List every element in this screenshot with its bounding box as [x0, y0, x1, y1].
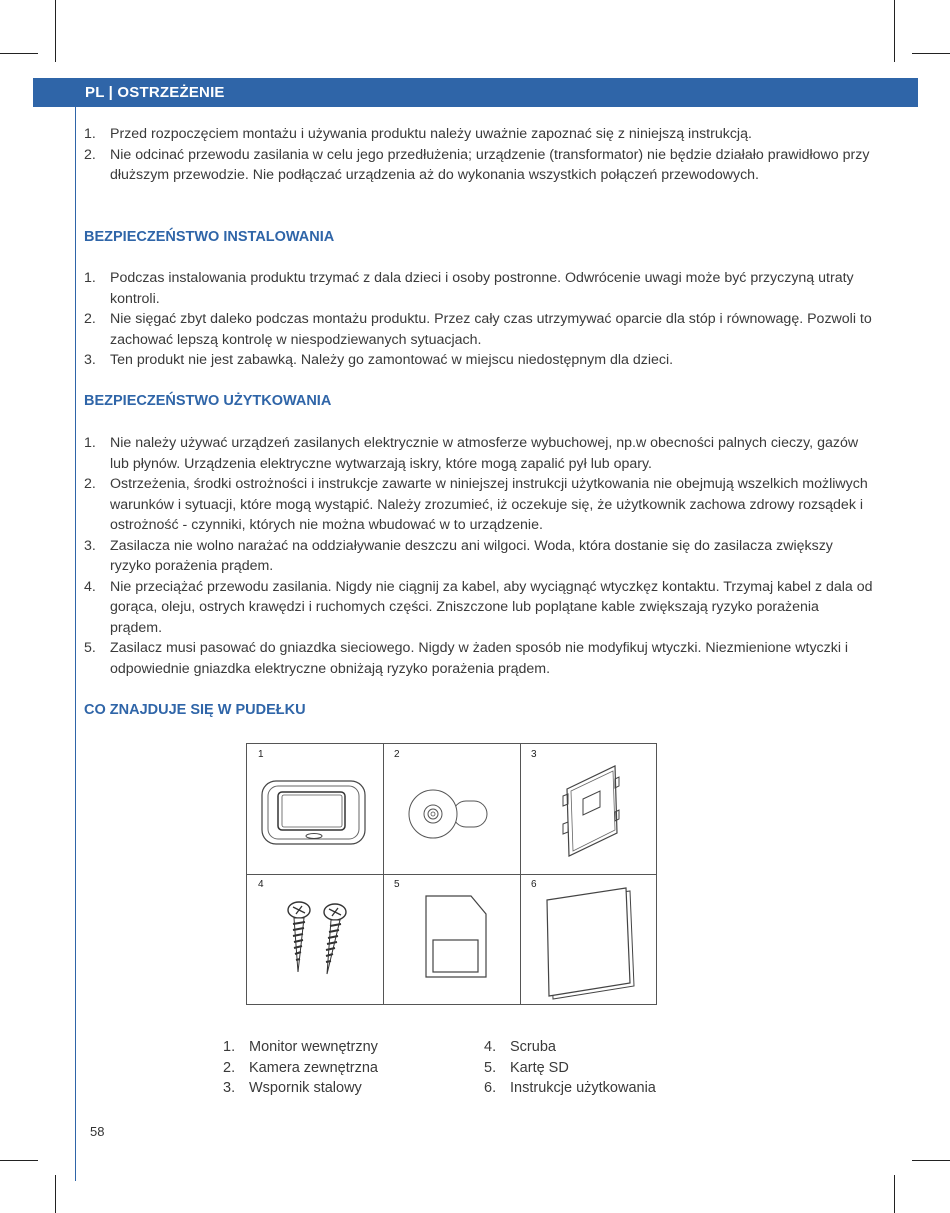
list-item: 3. Zasilacza nie wolno narażać na oddziaływanie deszczu ani wilgoci. Woda, która dostanie się do zasilacza zwiększy ryzyko porażenia prądem.: [84, 537, 833, 574]
cell-manual: 6: [520, 874, 657, 1005]
margin-rule: [75, 78, 76, 1181]
box-contents-grid: [246, 743, 657, 1005]
page-number: 58: [90, 1124, 105, 1139]
list-item: 1. Nie należy używać urządzeń zasilanych elektrycznie w atmosferze wybuchowej, np.w obecności palnych cieczy, gazów lub płynów. Urządzenia elektryczne wytwarzają iskry, które mogą zapalić pył lub opary.: [84, 435, 859, 472]
list-item: 2. Nie sięgać zbyt daleko podczas montażu produktu. Przez cały czas utrzymywać oparcie dla stóp i równowagę. Pozwoli to zachować lepszą kontrolę w niespodziewanych sytuacjach.: [84, 311, 872, 348]
crop-mark: [0, 53, 38, 54]
use-safety-list: [84, 433, 874, 679]
section-heading-use: BEZPIECZEŃSTWO UŻYTKOWANIA: [84, 393, 332, 409]
cell-monitor: 1: [247, 744, 384, 875]
box-legend-left: [223, 1037, 453, 1099]
title-bar: [33, 78, 918, 107]
list-item: 6. Instrukcje użytkowania: [484, 1080, 656, 1096]
page-title: PL | OSTRZEŻENIE: [85, 84, 225, 101]
crop-mark: [912, 1160, 950, 1161]
install-safety-list: [84, 268, 874, 371]
list-item: 1. Przed rozpoczęciem montażu i używania produktu należy uważnie zapoznać się z niniejszą instrukcją.: [84, 126, 752, 142]
box-legend-right: [484, 1037, 714, 1099]
list-item: 4. Nie przeciążać przewodu zasilania. Nigdy nie ciągnij za kabel, aby wyciągnąć wtyczkęz kontaktu. Trzymaj kabel z dala od gorąca, oleju, ostrych krawędzi i ruchomych części. Zniszczone lub poplątane kable zwiększają ryzyko porażenia prądem.: [84, 578, 873, 636]
section-heading-box: CO ZNAJDUJE SIĘ W PUDEŁKU: [84, 702, 306, 718]
list-item: 3. Wspornik stalowy: [223, 1080, 362, 1096]
section-heading-install: BEZPIECZEŃSTWO INSTALOWANIA: [84, 229, 335, 245]
list-item: 5. Kartę SD: [484, 1059, 569, 1076]
list-item: 2. Nie odcinać przewodu zasilania w celu jego przedłużenia; urządzenie (transformator) nie będzie działało prawidłowo przy dłuższym przewodzie. Nie podłączać urządzenia aż do wykonania wszystkich połączeń przewodowych.: [84, 146, 870, 183]
monitor-illustration: [247, 744, 384, 875]
cell-bracket: 3: [520, 744, 657, 875]
crop-mark: [894, 1175, 895, 1213]
cell-sd-card: 5: [383, 874, 520, 1005]
list-item: 2. Ostrzeżenia, środki ostrożności i instrukcje zawarte w niniejszej instrukcji użytkowania nie obejmują wszelkich możliwych warunków i sytuacji, które mogą wystąpić. Należy zrozumieć, iż oczekuje się, że użytkownik zachowa zdrowy rozsądek i ostrożność - czynniki, których nie można wbudować w to urządzenie.: [84, 476, 868, 533]
screws-illustration: [247, 874, 384, 1005]
cell-camera: 2: [383, 744, 520, 875]
manual-illustration: [520, 874, 657, 1005]
crop-mark: [55, 0, 56, 62]
crop-mark: [912, 53, 950, 54]
sd-card-illustration: [383, 874, 520, 1005]
crop-mark: [55, 1175, 56, 1213]
list-item: 1. Monitor wewnętrzny: [223, 1039, 378, 1055]
list-item: 3. Ten produkt nie jest zabawką. Należy go zamontować w miejscu niedostępnym dla dzieci.: [84, 352, 674, 368]
list-item: 1. Podczas instalowania produktu trzymać z dala dzieci i osoby postronne. Odwrócenie uwagi może być przyczyną utraty kontroli.: [84, 270, 854, 307]
camera-illustration: [383, 744, 520, 875]
list-item: 2. Kamera zewnętrzna: [223, 1059, 378, 1076]
list-item: 5. Zasilacz musi pasować do gniazdka sieciowego. Nigdy w żaden sposób nie modyfikuj wtyczki. Niezmienione wtyczki i odpowiednie gniazdka elektryczne obniżają ryzyko porażenia prądem.: [84, 640, 849, 677]
list-item: 4. Scruba: [484, 1039, 556, 1055]
crop-mark: [0, 1160, 38, 1161]
bracket-illustration: [520, 744, 657, 875]
cell-screws: 4: [247, 874, 384, 1005]
crop-mark: [894, 0, 895, 62]
warnings-list: [84, 124, 874, 186]
